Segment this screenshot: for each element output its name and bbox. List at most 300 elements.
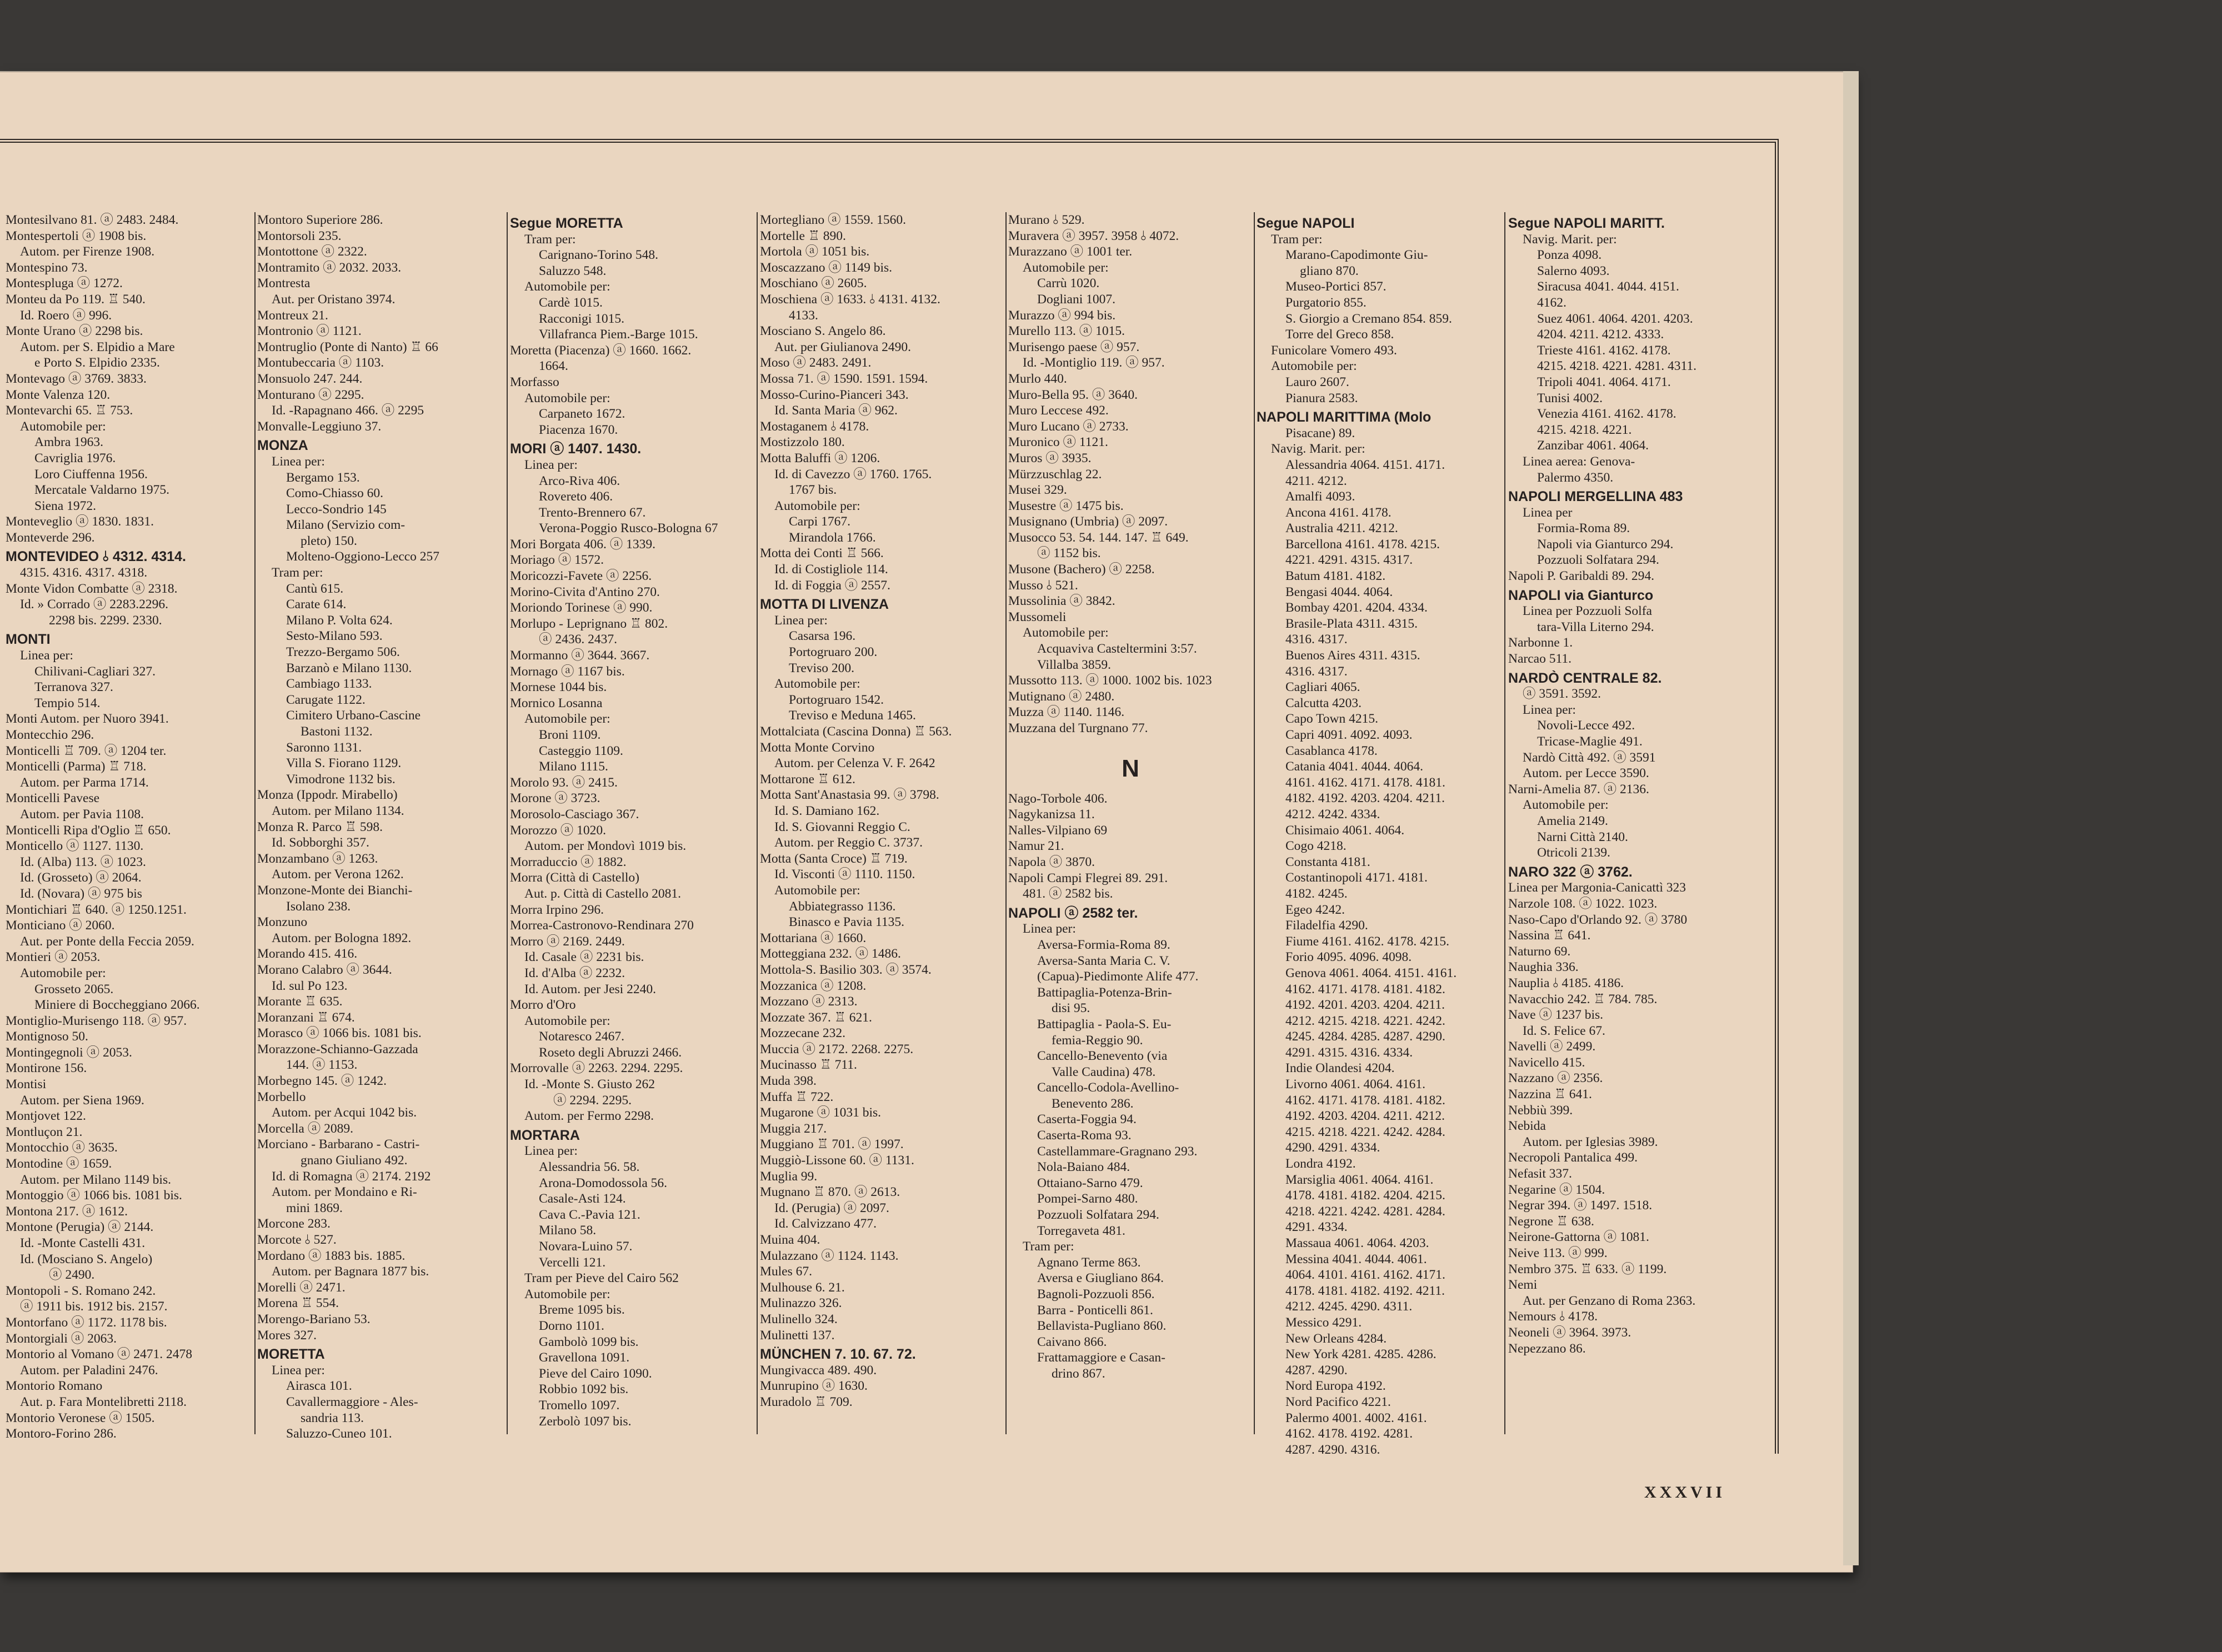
- index-column-5: [1008, 212, 1253, 1468]
- index-entry: Mugarone ⓐ 1031 bis.: [760, 1105, 882, 1120]
- index-entry: Montona 217. ⓐ 1612.: [6, 1204, 128, 1219]
- index-entry: Amelia 2149.: [1537, 813, 1608, 828]
- index-entry: Mottarone ♖ 612.: [760, 772, 855, 787]
- index-entry: Costantinopoli 4171. 4181.: [1285, 870, 1428, 885]
- index-entry: Muggia 217.: [760, 1121, 827, 1136]
- index-entry: Notaresco 2467.: [539, 1029, 625, 1044]
- index-entry: ⓐ 2490.: [49, 1268, 95, 1283]
- index-entry: Nord Pacifico 4221.: [1285, 1394, 1391, 1409]
- index-entry: Murazzo ⓐ 994 bis.: [1008, 308, 1116, 323]
- index-entry: Mornago ⓐ 1167 bis.: [510, 664, 625, 679]
- index-entry: Morbegno 145. ⓐ 1242.: [257, 1074, 387, 1089]
- index-entry: Caserta-Foggia 94.: [1037, 1112, 1137, 1127]
- index-entry: Moschiena ⓐ 1633. ⫰ 4131. 4132.: [760, 292, 940, 307]
- index-entry: Morrovalle ⓐ 2263. 2294. 2295.: [510, 1061, 683, 1076]
- index-entry: Palermo 4350.: [1537, 470, 1614, 485]
- index-column-7: [1508, 212, 1764, 1468]
- index-entry: Autom. per Siena 1969.: [20, 1093, 144, 1108]
- index-entry: Montodine ⓐ 1659.: [6, 1157, 112, 1172]
- index-entry: 4291. 4315. 4316. 4334.: [1285, 1045, 1413, 1060]
- index-entry: Montronio ⓐ 1121.: [257, 324, 362, 339]
- index-entry: Morcote ⫰ 527.: [257, 1233, 337, 1247]
- index-entry: pleto) 150.: [301, 533, 357, 548]
- index-entry: Napola ⓐ 3870.: [1008, 854, 1095, 869]
- index-entry: Cantù 615.: [286, 581, 344, 596]
- column-divider: [757, 212, 758, 1434]
- index-entry: Tram per:: [1271, 232, 1323, 247]
- index-entry: Nepezzano 86.: [1508, 1341, 1586, 1356]
- index-entry: Musestre ⓐ 1475 bis.: [1008, 498, 1124, 513]
- index-heading: NAPOLI via Gianturco: [1508, 587, 1654, 603]
- index-entry: Museo-Portici 857.: [1285, 279, 1387, 294]
- index-entry: Cancello-Benevento (via: [1037, 1049, 1168, 1064]
- index-entry: Pompei-Sarno 480.: [1037, 1192, 1138, 1207]
- index-entry: Cancello-Codola-Avellino-: [1037, 1080, 1179, 1095]
- index-entry: Napoli via Gianturco 294.: [1537, 537, 1674, 552]
- index-entry: Carugate 1122.: [286, 692, 366, 707]
- index-entry: Brasile-Plata 4311. 4315.: [1285, 616, 1418, 631]
- index-entry: Caivano 866.: [1037, 1334, 1107, 1349]
- index-entry: Binasco e Pavia 1135.: [789, 915, 904, 930]
- index-entry: Montespluga ⓐ 1272.: [6, 276, 123, 291]
- index-entry: 481. ⓐ 2582 bis.: [1023, 887, 1113, 902]
- index-entry: Montjovet 122.: [6, 1109, 86, 1124]
- index-entry: Portogruaro 200.: [789, 645, 878, 660]
- index-entry: Neive 113. ⓐ 999.: [1508, 1246, 1608, 1260]
- index-entry: Autom. per Milano 1134.: [272, 803, 404, 818]
- index-entry: Negrar 394. ⓐ 1497. 1518.: [1508, 1198, 1653, 1213]
- index-entry: Morando 415. 416.: [257, 947, 358, 962]
- index-entry: Nave ⓐ 1237 bis.: [1508, 1008, 1604, 1023]
- index-entry: Montoro Superiore 286.: [257, 213, 383, 227]
- index-entry: Moso ⓐ 2483. 2491.: [760, 356, 872, 371]
- index-entry: Id. (Perugia) ⓐ 2097.: [774, 1200, 889, 1215]
- index-entry: Naughia 336.: [1508, 960, 1579, 975]
- index-entry: Montorio Romano: [6, 1379, 103, 1394]
- index-entry: Id. » Corrado ⓐ 2283.2296.: [20, 597, 168, 612]
- index-entry: 4316. 4317.: [1285, 664, 1348, 679]
- index-entry: Mungivacca 489. 490.: [760, 1363, 877, 1378]
- index-entry: Muzza ⓐ 1140. 1146.: [1008, 705, 1125, 720]
- index-entry: Mulhouse 6. 21.: [760, 1280, 845, 1295]
- index-entry: Treviso 200.: [789, 660, 854, 675]
- index-entry: Miniere di Boccheggiano 2066.: [34, 998, 200, 1013]
- index-entry: Valle Caudina) 478.: [1052, 1064, 1156, 1079]
- index-entry: Id. S. Damiano 162.: [774, 803, 880, 818]
- index-entry: Nemi: [1508, 1278, 1538, 1293]
- index-entry: Purgatorio 855.: [1285, 295, 1367, 310]
- index-entry: Morro d'Oro: [510, 998, 576, 1013]
- index-entry: Moriago ⓐ 1572.: [510, 553, 604, 568]
- index-entry: Bengasi 4044. 4064.: [1285, 584, 1393, 599]
- index-entry: Carrù 1020.: [1037, 276, 1100, 291]
- index-entry: Bastoni 1132.: [301, 724, 373, 739]
- index-entry: Londra 4192.: [1285, 1157, 1356, 1172]
- index-entry: Monzuno: [257, 915, 308, 930]
- index-entry: Pianura 2583.: [1285, 391, 1358, 406]
- index-entry: Mulinetti 137.: [760, 1328, 835, 1343]
- index-entry: Carpaneto 1672.: [539, 407, 625, 422]
- index-entry: Montirone 156.: [6, 1061, 87, 1076]
- index-entry: Carignano-Torino 548.: [539, 248, 659, 263]
- index-entry: Navelli ⓐ 2499.: [1508, 1039, 1596, 1054]
- index-column-2: [257, 212, 502, 1468]
- index-entry: Linea per:: [774, 613, 828, 628]
- index-entry: Caserta-Roma 93.: [1037, 1128, 1132, 1143]
- index-entry: Novara-Luino 57.: [539, 1239, 633, 1254]
- index-entry: Montecchio 296.: [6, 728, 94, 742]
- index-entry: Id. d'Alba ⓐ 2232.: [524, 965, 625, 980]
- index-entry: Ottaiano-Sarno 479.: [1037, 1175, 1143, 1190]
- index-entry: Mormanno ⓐ 3644. 3667.: [510, 648, 650, 663]
- index-entry: Nalles-Vilpiano 69: [1008, 823, 1108, 838]
- index-heading: Segue NAPOLI: [1257, 216, 1355, 231]
- index-entry: 4162.: [1537, 295, 1567, 310]
- index-entry: Villa S. Fiorano 1129.: [286, 756, 402, 771]
- index-entry: Aut. per Giulianova 2490.: [774, 339, 912, 354]
- index-entry: Abbiategrasso 1136.: [789, 899, 896, 914]
- index-entry: Battipaglia - Paola-S. Eu-: [1037, 1017, 1172, 1032]
- index-entry: Autom. per Acqui 1042 bis.: [272, 1105, 417, 1120]
- index-entry: Tromello 1097.: [539, 1398, 620, 1413]
- index-entry: Funicolare Vomero 493.: [1271, 343, 1397, 358]
- index-heading: NAPOLI MERGELLINA 483: [1508, 489, 1683, 505]
- index-entry: Navicello 415.: [1508, 1055, 1585, 1070]
- index-entry: Morengo-Bariano 53.: [257, 1311, 371, 1326]
- index-entry: Monteverde 296.: [6, 530, 95, 545]
- index-entry: 144. ⓐ 1153.: [286, 1058, 358, 1073]
- index-entry: Autom. per Milano 1149 bis.: [20, 1172, 171, 1187]
- index-entry: gliano 870.: [1300, 263, 1359, 278]
- index-entry: Nebbiù 399.: [1508, 1103, 1573, 1118]
- index-entry: Linea per:: [272, 1363, 325, 1378]
- index-entry: (Capua)-Piedimonte Alife 477.: [1037, 969, 1199, 984]
- index-entry: 4064. 4101. 4161. 4162. 4171.: [1285, 1268, 1445, 1283]
- index-entry: Cagliari 4065.: [1285, 680, 1360, 695]
- index-entry: Morazzone-Schianno-Gazzada: [257, 1042, 418, 1057]
- index-entry: Narni-Amelia 87. ⓐ 2136.: [1508, 782, 1649, 797]
- index-entry: Murisengo paese ⓐ 957.: [1008, 339, 1140, 354]
- index-entry: Narni Città 2140.: [1537, 829, 1628, 844]
- index-entry: Arona-Domodossola 56.: [539, 1175, 668, 1190]
- index-entry: Autom. per Verona 1262.: [272, 867, 404, 882]
- index-entry: Autom. per Fermo 2298.: [524, 1109, 654, 1124]
- index-entry: Id. Sobborghi 357.: [272, 835, 369, 850]
- index-entry: Linea per:: [20, 648, 73, 663]
- index-entry: Montottone ⓐ 2322.: [257, 244, 367, 259]
- index-entry: Nembro 375. ♖ 633. ⓐ 1199.: [1508, 1261, 1667, 1276]
- index-entry: Salerno 4093.: [1537, 263, 1610, 278]
- index-entry: Monticello ⓐ 1127. 1130.: [6, 839, 144, 854]
- index-entry: Negrone ♖ 638.: [1508, 1214, 1594, 1229]
- index-entry: Aversa-Formia-Roma 89.: [1037, 937, 1170, 952]
- index-entry: Monzone-Monte dei Bianchi-: [257, 883, 413, 898]
- index-entry: Isolano 238.: [286, 899, 351, 914]
- index-entry: Aut. p. Fara Montelibretti 2118.: [20, 1394, 187, 1409]
- index-entry: Id. (Mosciano S. Angelo): [20, 1251, 153, 1266]
- index-entry: Tripoli 4041. 4064. 4171.: [1537, 374, 1671, 389]
- index-entry: Nago-Torbole 406.: [1008, 791, 1108, 806]
- index-entry: Broni 1109.: [539, 728, 601, 742]
- index-entry: Monzambano ⓐ 1263.: [257, 851, 378, 866]
- index-entry: Egeo 4242.: [1285, 902, 1345, 917]
- index-entry: Vimodrone 1132 bis.: [286, 772, 396, 787]
- index-entry: Naso-Capo d'Orlando 92. ⓐ 3780: [1508, 912, 1688, 927]
- index-entry: Autom. per Mondovì 1019 bis.: [524, 839, 687, 854]
- index-entry: Linea per:: [1523, 702, 1576, 717]
- index-entry: Autom. per Lecce 3590.: [1523, 766, 1649, 781]
- index-entry: Verona-Poggio Rusco-Bologna 67: [539, 521, 718, 536]
- index-entry: Muffa ♖ 722.: [760, 1089, 834, 1104]
- index-entry: Mottariana ⓐ 1660.: [760, 930, 867, 945]
- index-entry: Motteggiana 232. ⓐ 1486.: [760, 947, 901, 962]
- index-entry: Navacchio 242. ♖ 784. 785.: [1508, 992, 1658, 1007]
- index-entry: Terranova 327.: [34, 680, 113, 695]
- index-entry: e Porto S. Elpidio 2335.: [34, 356, 160, 371]
- index-entry: Lauro 2607.: [1285, 374, 1349, 389]
- index-entry: Cardè 1015.: [539, 295, 603, 310]
- index-entry: Morrea-Castronovo-Rendinara 270: [510, 918, 694, 933]
- index-entry: Linea per:: [524, 457, 578, 472]
- index-entry: Automobile per:: [524, 1013, 610, 1028]
- index-entry: Aut. p. Città di Castello 2081.: [524, 886, 681, 901]
- index-heading: NAPOLI MARITTIMA (Molo: [1257, 409, 1432, 425]
- index-entry: Id. Casale ⓐ 2231 bis.: [524, 950, 644, 965]
- index-entry: Id. -Monte S. Giusto 262: [524, 1077, 655, 1092]
- index-entry: Muradolo ♖ 709.: [760, 1394, 853, 1409]
- index-entry: Monvalle-Leggiuno 37.: [257, 419, 382, 434]
- index-entry: 4290. 4291. 4334.: [1285, 1140, 1380, 1155]
- index-entry: Morra Irpino 296.: [510, 902, 604, 917]
- index-entry: Monte Urano ⓐ 2298 bis.: [6, 324, 143, 339]
- index-entry: Mulinazzo 326.: [760, 1296, 842, 1311]
- index-entry: Tram per Pieve del Cairo 562: [524, 1271, 679, 1286]
- index-entry: Genova 4061. 4064. 4151. 4161.: [1285, 965, 1457, 980]
- index-entry: Messina 4041. 4044. 4061.: [1285, 1251, 1427, 1266]
- index-entry: Autom. per Paladini 2476.: [20, 1363, 158, 1378]
- index-entry: Piacenza 1670.: [539, 422, 618, 437]
- index-entry: Muronico ⓐ 1121.: [1008, 435, 1108, 450]
- index-entry: Narzole 108. ⓐ 1022. 1023.: [1508, 896, 1658, 911]
- index-entry: Automobile per:: [774, 677, 860, 692]
- index-entry: tara-Villa Literno 294.: [1537, 619, 1654, 634]
- column-divider: [1254, 212, 1255, 1434]
- index-entry: Muda 398.: [760, 1074, 817, 1089]
- index-entry: Linea per:: [272, 454, 325, 469]
- index-entry: Tunisi 4002.: [1537, 391, 1603, 406]
- index-entry: Cavallermaggiore - Ales-: [286, 1394, 418, 1409]
- index-entry: Nauplia ⫰ 4185. 4186.: [1508, 975, 1624, 990]
- index-entry: Automobile per:: [1023, 260, 1109, 275]
- index-entry: Montevago ⓐ 3769. 3833.: [6, 371, 147, 386]
- index-entry: Morasco ⓐ 1066 bis. 1081 bis.: [257, 1026, 422, 1041]
- index-entry: Mostizzolo 180.: [760, 435, 845, 450]
- index-entry: Novoli-Lecce 492.: [1537, 718, 1635, 733]
- index-entry: Automobile per:: [20, 965, 106, 980]
- index-entry: Zerbolò 1097 bis.: [539, 1414, 632, 1429]
- index-entry: Saluzzo-Cuneo 101.: [286, 1426, 392, 1441]
- index-entry: Mussomeli: [1008, 609, 1067, 624]
- index-entry: Motta (Santa Croce) ♖ 719.: [760, 851, 908, 866]
- index-entry: Autom. per Mondaino e Ri-: [272, 1185, 417, 1200]
- index-entry: Siena 1972.: [34, 498, 96, 513]
- index-entry: Mozzecane 232.: [760, 1026, 845, 1041]
- index-entry: Monza R. Parco ♖ 598.: [257, 819, 383, 834]
- index-entry: Nemours ⫰ 4178.: [1508, 1309, 1598, 1324]
- index-entry: Muina 404.: [760, 1233, 820, 1247]
- index-entry: Amalfi 4093.: [1285, 489, 1355, 504]
- index-entry: Morino-Civita d'Antino 270.: [510, 584, 660, 599]
- index-entry: Id. S. Giovanni Reggio C.: [774, 819, 910, 834]
- index-entry: Montreux 21.: [257, 308, 328, 323]
- index-entry: Musso ⫰ 521.: [1008, 578, 1078, 593]
- index-entry: 4182. 4245.: [1285, 886, 1348, 901]
- index-entry: Morfasso: [510, 374, 559, 389]
- index-entry: Id. -Rapagnano 466. ⓐ 2295: [272, 403, 424, 418]
- index-entry: Navig. Marit. per:: [1271, 442, 1365, 457]
- index-entry: 4161. 4162. 4171. 4178. 4181.: [1285, 775, 1445, 790]
- index-entry: Venezia 4161. 4162. 4178.: [1537, 407, 1676, 422]
- index-entry: Mortegliano ⓐ 1559. 1560.: [760, 213, 907, 227]
- index-entry: Gambolò 1099 bis.: [539, 1334, 639, 1349]
- index-entry: Cava C.-Pavia 121.: [539, 1207, 640, 1222]
- index-entry: Narbonne 1.: [1508, 635, 1573, 650]
- index-entry: Nassina ♖ 641.: [1508, 928, 1591, 943]
- index-entry: 4245. 4284. 4285. 4287. 4290.: [1285, 1029, 1445, 1044]
- index-entry: Montruglio (Ponte di Nanto) ♖ 66: [257, 339, 438, 354]
- index-entry: Arco-Riva 406.: [539, 473, 620, 488]
- index-entry: Montorio Veronese ⓐ 1505.: [6, 1410, 155, 1425]
- index-entry: Benevento 286.: [1052, 1096, 1134, 1111]
- index-entry: Mordano ⓐ 1883 bis. 1885.: [257, 1248, 406, 1263]
- index-entry: Motta Baluffi ⓐ 1206.: [760, 450, 880, 465]
- index-entry: Napoli P. Garibaldi 89. 294.: [1508, 569, 1655, 584]
- index-entry: Monte Vidon Combatte ⓐ 2318.: [6, 581, 178, 596]
- index-entry: Automobile per:: [1271, 359, 1357, 374]
- index-entry: Mottalciata (Cascina Donna) ♖ 563.: [760, 724, 952, 739]
- index-heading: Segue NAPOLI MARITT.: [1508, 216, 1665, 231]
- index-entry: Linea per: [1523, 505, 1573, 520]
- index-entry: Murazzano ⓐ 1001 ter.: [1008, 244, 1133, 259]
- index-entry: Necropoli Pantalica 499.: [1508, 1150, 1638, 1165]
- index-entry: Musone (Bachero) ⓐ 2258.: [1008, 562, 1155, 577]
- index-entry: Linea per Margonia-Canicattì 323: [1508, 880, 1686, 895]
- index-entry: Muro Lucano ⓐ 2733.: [1008, 419, 1129, 434]
- index-entry: Alessandria 56. 58.: [539, 1160, 640, 1175]
- index-entry: Nola-Baiano 484.: [1037, 1160, 1130, 1175]
- column-divider: [1504, 212, 1505, 1434]
- index-entry: Moretta (Piacenza) ⓐ 1660. 1662.: [510, 343, 692, 358]
- index-entry: ⓐ 1152 bis.: [1037, 546, 1101, 561]
- index-entry: Moricozzi-Favete ⓐ 2256.: [510, 569, 652, 584]
- index-entry: 4316. 4317.: [1285, 632, 1348, 647]
- index-entry: Morra (Città di Castello): [510, 870, 639, 885]
- index-entry: 4287. 4290. 4316.: [1285, 1442, 1380, 1457]
- index-entry: Murello 113. ⓐ 1015.: [1008, 324, 1125, 339]
- index-entry: 4182. 4192. 4203. 4204. 4211.: [1285, 791, 1445, 806]
- index-entry: Munrupino ⓐ 1630.: [760, 1379, 868, 1394]
- index-entry: Acquaviva Casteltermini 3:57.: [1037, 642, 1197, 657]
- index-entry: Id. S. Felice 67.: [1523, 1023, 1605, 1038]
- index-entry: Constanta 4181.: [1285, 854, 1370, 869]
- index-entry: Aversa-Santa Maria C. V.: [1037, 953, 1170, 968]
- index-entry: sandria 113.: [301, 1410, 364, 1425]
- index-entry: Morante ♖ 635.: [257, 994, 343, 1009]
- index-entry: Montesilvano 81. ⓐ 2483. 2484.: [6, 213, 179, 227]
- index-entry: femia-Reggio 90.: [1052, 1033, 1143, 1048]
- index-entry: Pozzuoli Solfatara 294.: [1037, 1208, 1159, 1223]
- index-entry: Cambiago 1133.: [286, 677, 372, 692]
- index-entry: Montieri ⓐ 2053.: [6, 950, 101, 965]
- index-entry: Montorsoli 235.: [257, 228, 342, 243]
- index-entry: Forio 4095. 4096. 4098.: [1285, 950, 1412, 965]
- index-entry: Autom. per Celenza V. F. 2642: [774, 756, 935, 771]
- index-entry: Mercatale Valdarno 1975.: [34, 483, 169, 498]
- index-entry: Mossa 71. ⓐ 1590. 1591. 1594.: [760, 371, 928, 386]
- index-entry: 4192. 4201. 4203. 4204. 4211.: [1285, 998, 1445, 1013]
- index-entry: Morcella ⓐ 2089.: [257, 1121, 353, 1136]
- index-heading: N: [1122, 754, 1139, 782]
- index-entry: Morosolo-Casciago 367.: [510, 807, 639, 822]
- index-entry: Bagnoli-Pozzuoli 856.: [1037, 1287, 1155, 1301]
- index-entry: Montluçon 21.: [6, 1124, 83, 1139]
- index-entry: Indie Olandesi 4204.: [1285, 1061, 1395, 1076]
- index-entry: Id. -Monte Castelli 431.: [20, 1236, 146, 1250]
- index-entry: Automobile per:: [1523, 798, 1609, 813]
- index-entry: Automobile per:: [1023, 625, 1109, 640]
- index-entry: Monturano ⓐ 2295.: [257, 387, 364, 402]
- index-heading: MONTEVIDEO ⫰ 4312. 4314.: [6, 549, 186, 565]
- index-entry: Morbello: [257, 1089, 306, 1104]
- index-entry: Suez 4061. 4064. 4201. 4203.: [1537, 311, 1693, 326]
- index-entry: Negarine ⓐ 1504.: [1508, 1182, 1605, 1197]
- index-entry: Cogo 4218.: [1285, 839, 1347, 854]
- index-entry: Saluzzo 548.: [539, 263, 607, 278]
- index-entry: Agnano Terme 863.: [1037, 1255, 1141, 1270]
- index-entry: Autom. per S. Elpidio a Mare: [20, 339, 175, 354]
- index-entry: Id. di Foggia ⓐ 2557.: [774, 578, 890, 593]
- index-entry: Gravellona 1091.: [539, 1350, 630, 1365]
- index-entry: Murano ⫰ 529.: [1008, 213, 1085, 227]
- index-entry: 4178. 4181. 4182. 4204. 4215.: [1285, 1188, 1445, 1203]
- index-entry: Monteu da Po 119. ♖ 540.: [6, 292, 146, 307]
- index-entry: Morlupo - Leprignano ♖ 802.: [510, 616, 668, 631]
- index-entry: Mussotto 113. ⓐ 1000. 1002 bis. 1023: [1008, 673, 1212, 688]
- index-entry: Batum 4181. 4182.: [1285, 569, 1386, 584]
- page-side-edge: [1843, 71, 1859, 1565]
- index-entry: Moriondo Torinese ⓐ 990.: [510, 600, 653, 615]
- index-entry: Ambra 1963.: [34, 435, 104, 450]
- index-entry: Musei 329.: [1008, 483, 1067, 498]
- index-entry: Filadelfia 4290.: [1285, 918, 1368, 933]
- index-entry: Muro-Bella 95. ⓐ 3640.: [1008, 387, 1138, 402]
- index-entry: Racconigi 1015.: [539, 311, 625, 326]
- index-entry: Linea aerea: Genova-: [1523, 454, 1635, 469]
- index-entry: Montopoli - S. Romano 242.: [6, 1283, 156, 1298]
- index-heading: NARO 322 ⓐ 3762.: [1508, 864, 1633, 880]
- index-entry: Id. Calvizzano 477.: [774, 1217, 877, 1232]
- index-entry: S. Giorgio a Cremano 854. 859.: [1285, 311, 1452, 326]
- index-entry: Muravera ⓐ 3957. 3958 ⫰ 4072.: [1008, 228, 1179, 243]
- index-entry: Formia-Roma 89.: [1537, 521, 1630, 536]
- index-entry: Id. Santa Maria ⓐ 962.: [774, 403, 898, 418]
- index-entry: Aut. per Genzano di Roma 2363.: [1523, 1293, 1696, 1308]
- index-entry: Mornese 1044 bis.: [510, 680, 607, 695]
- index-entry: Chisimaio 4061. 4064.: [1285, 823, 1405, 838]
- index-entry: Mozzate 367. ♖ 621.: [760, 1010, 872, 1025]
- index-column-6: [1257, 212, 1501, 1468]
- index-entry: Palermo 4001. 4002. 4161.: [1285, 1410, 1427, 1425]
